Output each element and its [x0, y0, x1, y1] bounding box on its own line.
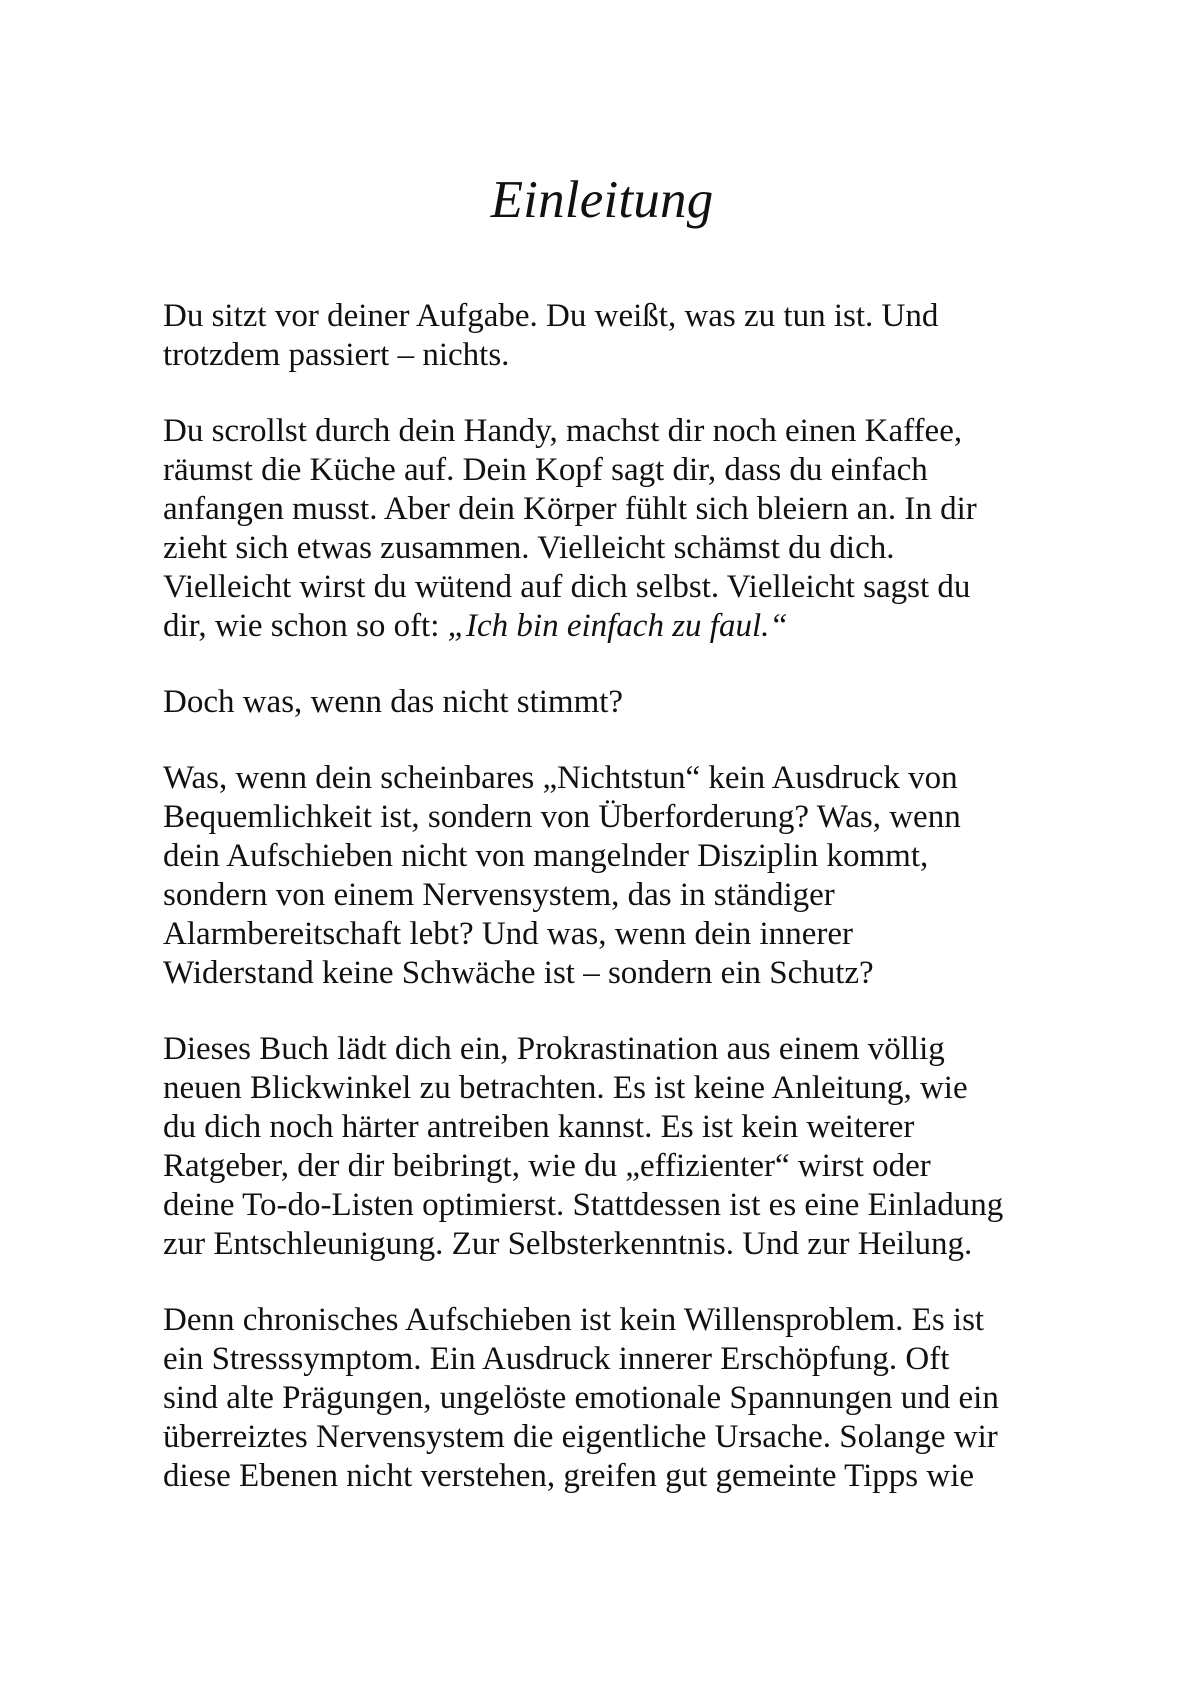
text-line: Du sitzt vor deiner Aufgabe. Du weißt, was zu tun ist. Und — [163, 298, 939, 334]
text-line: Denn chronisches Aufschieben ist kein Willensproblem. Es ist — [163, 1302, 985, 1338]
text-line: zieht sich etwas zusammen. Vielleicht schämst du dich. — [163, 530, 895, 566]
text-line: zur Entschleunigung. Zur Selbsterkenntnis. Und zur Heilung. — [163, 1226, 973, 1262]
text-line: ein Stresssymptom. Ein Ausdruck innerer Erschöpfung. Oft — [163, 1341, 950, 1377]
paragraph-4 — [163, 759, 1063, 993]
text-line: du dich noch härter antreiben kannst. Es ist kein weiterer — [163, 1109, 915, 1145]
text-line: räumst die Küche auf. Dein Kopf sagt dir, dass du einfach — [163, 452, 928, 488]
text-line-with-quote — [163, 607, 1063, 646]
text-line: Doch was, wenn das nicht stimmt? — [163, 684, 624, 720]
paragraph-1 — [163, 297, 1063, 375]
text-line: Dieses Buch lädt dich ein, Prokrastination aus einem völlig — [163, 1031, 945, 1067]
text-line: Bequemlichkeit ist, sondern von Überforderung? Was, wenn — [163, 799, 961, 835]
chapter-title: Einleitung — [490, 171, 714, 229]
text-line: Alarmbereitschaft lebt? Und was, wenn dein innerer — [163, 916, 853, 952]
paragraph-6 — [163, 1301, 1063, 1496]
text-line: anfangen musst. Aber dein Körper fühlt sich bleiern an. In dir — [163, 491, 977, 527]
text-line: Was, wenn dein scheinbares „Nichtstun“ kein Ausdruck von — [163, 760, 958, 796]
text-line-prefix: dir, wie schon so oft: — [163, 608, 448, 644]
paragraph-5 — [163, 1030, 1063, 1264]
paragraph-3 — [163, 683, 1063, 722]
text-line: dein Aufschieben nicht von mangelnder Disziplin kommt, — [163, 838, 929, 874]
text-line: Ratgeber, der dir beibringt, wie du „effizienter“ wirst oder — [163, 1148, 931, 1184]
text-line: neuen Blickwinkel zu betrachten. Es ist keine Anleitung, wie — [163, 1070, 968, 1106]
text-line: trotzdem passiert – nichts. — [163, 337, 510, 373]
text-line: diese Ebenen nicht verstehen, greifen gut gemeinte Tipps wie — [163, 1458, 975, 1494]
text-line: Du scrollst durch dein Handy, machst dir noch einen Kaffee, — [163, 413, 963, 449]
italic-quote: „Ich bin einfach zu faul.“ — [447, 608, 788, 644]
paragraph-2 — [163, 412, 1063, 646]
text-line: Widerstand keine Schwäche ist – sondern ein Schutz? — [163, 955, 874, 991]
text-line: sind alte Prägungen, ungelöste emotionale Spannungen und ein — [163, 1380, 999, 1416]
text-line: überreiztes Nervensystem die eigentliche Ursache. Solange wir — [163, 1419, 998, 1455]
body-text — [163, 297, 1063, 1533]
text-line: deine To-do-Listen optimierst. Stattdessen ist es eine Einladung — [163, 1187, 1004, 1223]
text-line: sondern von einem Nervensystem, das in ständiger — [163, 877, 835, 913]
text-line: Vielleicht wirst du wütend auf dich selbst. Vielleicht sagst du — [163, 569, 971, 605]
